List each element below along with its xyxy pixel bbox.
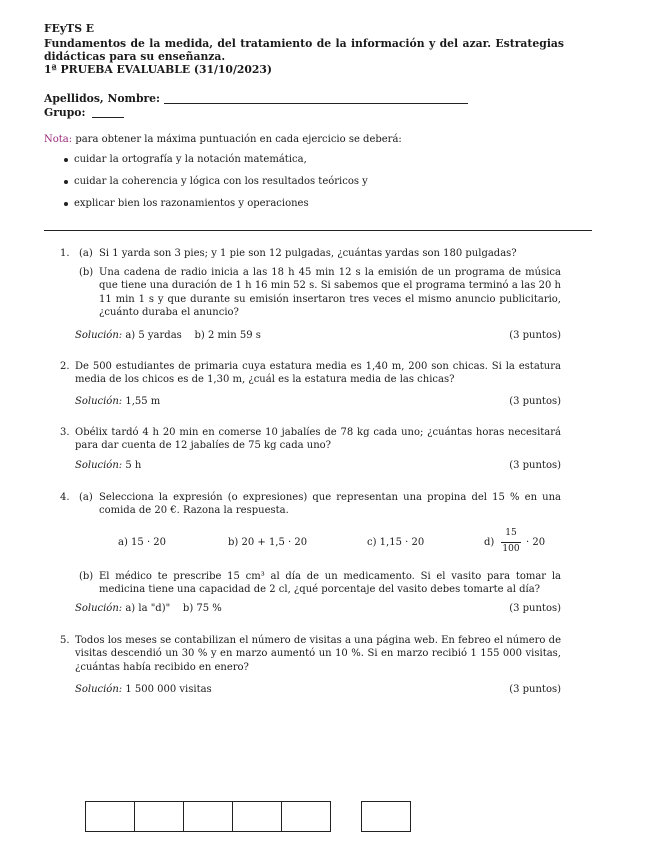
q4-option-a: a) 15 · 20	[118, 537, 167, 548]
subject-title-line2: didácticas para su enseñanza.	[44, 50, 226, 63]
q4a-label: (a)	[79, 492, 93, 503]
q4-option-d-denominator: 100	[502, 544, 520, 554]
solution-label: Solución:	[75, 396, 123, 407]
q3-number: 3.	[60, 427, 70, 438]
name-label: Apellidos, Nombre:	[44, 92, 161, 105]
fraction-bar	[501, 542, 521, 543]
q3-text: Obélix tardó 4 h 20 min en comerse 10 jabalíes de 78 kg cada uno; ¿cuántas horas necesitará para dar cuenta de 12 jabalíes de 75 kg cada uno?	[75, 427, 561, 452]
q2-number: 2.	[60, 361, 70, 372]
grade-box-5[interactable]	[281, 801, 331, 832]
note-label: Nota:	[44, 134, 73, 145]
group-field-line[interactable]	[92, 117, 124, 118]
course-code: FEyTS E	[44, 22, 94, 35]
q1b-label: (b)	[79, 267, 94, 278]
q2-text: De 500 estudiantes de primaria cuya estatura media es 1,40 m, 200 son chicas. Si la estatura media de los chicos es de 1,30 m, ¿cuál es la estatura media de las chicas?	[75, 361, 561, 386]
grade-total-box[interactable]	[361, 801, 411, 832]
q4-option-c: c) 1,15 · 20	[367, 537, 425, 548]
note-bullet-2: cuidar la coherencia y lógica con los resultados teóricos y	[74, 176, 368, 187]
q5-number: 5.	[60, 635, 70, 646]
q1-solution-text: a) 5 yardas b) 2 min 59 s	[125, 330, 261, 341]
solution-label: Solución:	[75, 603, 123, 614]
grade-box-2[interactable]	[134, 801, 184, 832]
q4-points: (3 puntos)	[509, 603, 561, 614]
note-text: para obtener la máxima puntuación en cada ejercicio se deberá:	[75, 134, 402, 145]
q4b-text: El médico te prescribe 15 cm³ al día de un medicamento. Si el vasito para tomar la medicina tiene una capacidad de 2 cl, ¿qué porcentaje del vasito debes tomarte al día?	[99, 571, 561, 596]
note-bullet-1: cuidar la ortografía y la notación matemática,	[74, 154, 307, 165]
grade-box-3[interactable]	[183, 801, 233, 832]
q4-option-d-tail: · 20	[526, 537, 546, 548]
q3-solution	[75, 460, 141, 472]
solution-label: Solución:	[75, 684, 123, 695]
q3-solution-text: 5 h	[125, 460, 142, 471]
q5-solution-text: 1 500 000 visitas	[125, 684, 212, 695]
group-label: Grupo:	[44, 106, 86, 119]
subject-title-line1: Fundamentos de la medida, del tratamiento de la información y del azar. Estrategias	[44, 37, 564, 50]
q4-option-b: b) 20 + 1,5 · 20	[228, 537, 308, 548]
test-title: 1ª PRUEBA EVALUABLE (31/10/2023)	[44, 63, 273, 76]
q5-points: (3 puntos)	[509, 684, 561, 695]
q5-text: Todos los meses se contabilizan el número de visitas a una página web. En febreo el número de visitas descendió un 30 % y en marzo aumentó un 10 %. Si en marzo recibió 1 155 000 visitas, ¿cuántas había recibido en enero?	[75, 635, 561, 673]
grade-box-1[interactable]	[85, 801, 135, 832]
q4-option-d-numerator: 15	[505, 528, 517, 538]
q4-solution	[75, 603, 222, 615]
bullet-icon	[64, 180, 68, 184]
q1-solution	[75, 330, 261, 342]
q1b-text: Una cadena de radio inicia a las 18 h 45 min 12 s la emisión de un programa de música que tiene una duración de 1 h 16 min 52 s. Si sabemos que el programa terminó a las 20 h 11 min 1 s y que durante su emisión insertaron tres veces el mismo anuncio publicitario, ¿cuánto duraba el anuncio?	[99, 267, 561, 318]
q2-solution	[75, 396, 160, 408]
section-divider	[44, 230, 592, 231]
q2-points: (3 puntos)	[509, 396, 561, 407]
q5-solution	[75, 684, 212, 696]
solution-label: Solución:	[75, 460, 123, 471]
q4-option-d-label: d)	[484, 537, 495, 548]
bullet-icon	[64, 202, 68, 206]
grade-box-4[interactable]	[232, 801, 282, 832]
note-intro	[44, 134, 402, 146]
q3-points: (3 puntos)	[509, 460, 561, 471]
name-field-line[interactable]	[164, 103, 468, 104]
q4b-label: (b)	[79, 571, 94, 582]
q4-number: 4.	[60, 492, 70, 503]
note-bullet-3: explicar bien los razonamientos y operaciones	[74, 198, 309, 209]
q4a-text: Selecciona la expresión (o expresiones) que representan una propina del 15 % en una comida de 20 €. Razona la respuesta.	[99, 492, 561, 517]
q1a-text: Si 1 yarda son 3 pies; y 1 pie son 12 pulgadas, ¿cuántas yardas son 180 pulgadas?	[99, 248, 517, 259]
q2-solution-text: 1,55 m	[125, 396, 161, 407]
bullet-icon	[64, 158, 68, 162]
q1a-label: (a)	[79, 248, 93, 259]
q1-number: 1.	[60, 248, 70, 259]
q1-points: (3 puntos)	[509, 330, 561, 341]
q4-solution-text: a) la "d)" b) 75 %	[125, 603, 222, 614]
solution-label: Solución:	[75, 330, 123, 341]
